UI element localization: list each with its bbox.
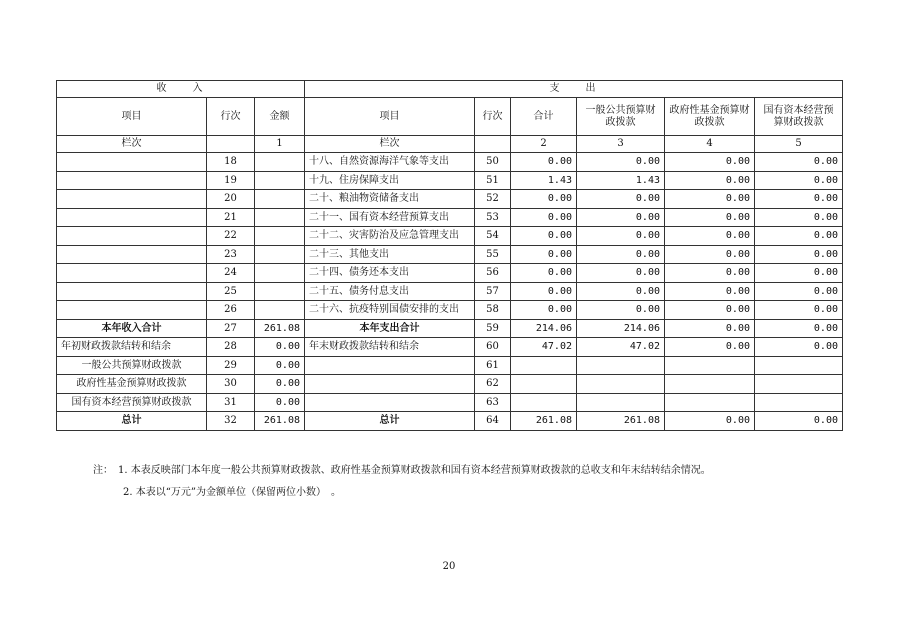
state-capital-cell: 0.00 xyxy=(755,301,843,320)
income-row-no-cell: 26 xyxy=(207,301,255,320)
expense-row-no-cell: 53 xyxy=(475,208,511,227)
general-budget-cell: 0.00 xyxy=(577,190,665,209)
gov-fund-cell xyxy=(665,356,755,375)
income-amount-cell xyxy=(255,190,305,209)
table-row xyxy=(57,301,843,320)
income-row-no-cell: 30 xyxy=(207,375,255,394)
expense-row-no-cell: 52 xyxy=(475,190,511,209)
gov-fund-cell: 0.00 xyxy=(665,208,755,227)
income-row-no-cell: 21 xyxy=(207,208,255,227)
col-index-blank xyxy=(207,136,255,153)
income-amount-cell xyxy=(255,208,305,227)
expense-item-cell: 本年支出合计 xyxy=(305,319,475,338)
general-budget-cell xyxy=(577,375,665,394)
gov-fund-cell: 0.00 xyxy=(665,319,755,338)
expense-row-no-cell: 56 xyxy=(475,264,511,283)
gov-fund-cell: 0.00 xyxy=(665,245,755,264)
total-cell: 0.00 xyxy=(511,190,577,209)
state-capital-cell: 0.00 xyxy=(755,227,843,246)
expense-row-no-cell: 64 xyxy=(475,412,511,431)
gov-fund-cell xyxy=(665,375,755,394)
general-budget-cell: 214.06 xyxy=(577,319,665,338)
notes xyxy=(93,460,711,504)
income-amount-cell xyxy=(255,264,305,283)
col-index-fund: 4 xyxy=(665,136,755,153)
income-item-cell: 国有资本经营预算财政拨款 xyxy=(57,393,207,412)
total-cell: 47.02 xyxy=(511,338,577,357)
expense-item-cell: 二十四、债务还本支出 xyxy=(305,264,475,283)
total-cell xyxy=(511,393,577,412)
state-capital-cell: 0.00 xyxy=(755,412,843,431)
expense-item-cell: 年末财政拨款结转和结余 xyxy=(305,338,475,357)
col-index-blank-2 xyxy=(475,136,511,153)
total-cell: 214.06 xyxy=(511,319,577,338)
income-amount-cell: 0.00 xyxy=(255,356,305,375)
state-capital-cell: 0.00 xyxy=(755,153,843,172)
income-item-cell xyxy=(57,227,207,246)
table-row xyxy=(57,171,843,190)
table-row xyxy=(57,393,843,412)
state-capital-cell: 0.00 xyxy=(755,171,843,190)
expense-item-cell: 十八、自然资源海洋气象等支出 xyxy=(305,153,475,172)
state-capital-cell xyxy=(755,356,843,375)
income-row-no-cell: 25 xyxy=(207,282,255,301)
gov-fund-cell: 0.00 xyxy=(665,171,755,190)
income-amount-cell: 0.00 xyxy=(255,393,305,412)
expense-row-no-cell: 51 xyxy=(475,171,511,190)
expense-item-header: 项目 xyxy=(305,98,475,136)
general-budget-cell: 0.00 xyxy=(577,282,665,301)
income-row-no-cell: 27 xyxy=(207,319,255,338)
expense-row-no-cell: 57 xyxy=(475,282,511,301)
total-cell: 0.00 xyxy=(511,208,577,227)
expense-row-no-header: 行次 xyxy=(475,98,511,136)
table-row xyxy=(57,319,843,338)
expense-row-no-cell: 62 xyxy=(475,375,511,394)
expense-item-cell: 二十六、抗疫特别国债安排的支出 xyxy=(305,301,475,320)
total-cell: 0.00 xyxy=(511,301,577,320)
expense-row-no-cell: 50 xyxy=(475,153,511,172)
table-row xyxy=(57,245,843,264)
table-row xyxy=(57,282,843,301)
state-capital-cell: 0.00 xyxy=(755,208,843,227)
income-amount-cell: 261.08 xyxy=(255,412,305,431)
gov-fund-cell: 0.00 xyxy=(665,412,755,431)
state-capital-cell: 0.00 xyxy=(755,190,843,209)
income-row-no-cell: 29 xyxy=(207,356,255,375)
budget-table xyxy=(56,80,843,431)
table-row xyxy=(57,264,843,283)
col-index-total: 2 xyxy=(511,136,577,153)
total-cell: 1.43 xyxy=(511,171,577,190)
income-row-no-cell: 22 xyxy=(207,227,255,246)
state-capital-cell: 0.00 xyxy=(755,264,843,283)
expense-row-no-cell: 61 xyxy=(475,356,511,375)
income-row-no-header: 行次 xyxy=(207,98,255,136)
expense-item-cell: 总计 xyxy=(305,412,475,431)
table-row xyxy=(57,338,843,357)
total-cell xyxy=(511,375,577,394)
col-index-capital: 5 xyxy=(755,136,843,153)
general-budget-cell: 0.00 xyxy=(577,264,665,283)
state-capital-cell: 0.00 xyxy=(755,282,843,301)
table-row xyxy=(57,153,843,172)
expense-item-cell xyxy=(305,393,475,412)
expense-item-cell: 二十二、灾害防治及应急管理支出 xyxy=(305,227,475,246)
gov-fund-cell: 0.00 xyxy=(665,301,755,320)
table-row xyxy=(57,227,843,246)
gov-fund-cell xyxy=(665,393,755,412)
income-section-title: 收 入 xyxy=(57,81,305,98)
expense-item-cell: 十九、住房保障支出 xyxy=(305,171,475,190)
income-item-cell: 年初财政拨款结转和结余 xyxy=(57,338,207,357)
income-row-no-cell: 20 xyxy=(207,190,255,209)
general-budget-cell: 0.00 xyxy=(577,245,665,264)
income-item-cell xyxy=(57,171,207,190)
income-amount-cell xyxy=(255,282,305,301)
state-capital-header: 国有资本经营预算财政拨款 xyxy=(755,98,843,136)
income-amount-cell xyxy=(255,245,305,264)
expense-item-cell xyxy=(305,375,475,394)
income-item-cell xyxy=(57,153,207,172)
col-index-label: 栏次 xyxy=(57,136,207,153)
col-index-general: 3 xyxy=(577,136,665,153)
expense-row-no-cell: 59 xyxy=(475,319,511,338)
expense-item-cell: 二十五、债务付息支出 xyxy=(305,282,475,301)
income-row-no-cell: 18 xyxy=(207,153,255,172)
expense-row-no-cell: 55 xyxy=(475,245,511,264)
income-amount-cell: 261.08 xyxy=(255,319,305,338)
income-row-no-cell: 31 xyxy=(207,393,255,412)
general-budget-cell: 1.43 xyxy=(577,171,665,190)
gov-fund-cell: 0.00 xyxy=(665,338,755,357)
expense-row-no-cell: 60 xyxy=(475,338,511,357)
page-number: 20 xyxy=(442,561,456,572)
state-capital-cell xyxy=(755,375,843,394)
general-budget-header: 一般公共预算财政拨款 xyxy=(577,98,665,136)
state-capital-cell: 0.00 xyxy=(755,319,843,338)
gov-fund-cell: 0.00 xyxy=(665,264,755,283)
state-capital-cell: 0.00 xyxy=(755,338,843,357)
expense-item-cell: 二十三、其他支出 xyxy=(305,245,475,264)
total-cell: 0.00 xyxy=(511,153,577,172)
table-row xyxy=(57,356,843,375)
gov-fund-cell: 0.00 xyxy=(665,190,755,209)
state-capital-cell xyxy=(755,393,843,412)
income-item-cell: 一般公共预算财政拨款 xyxy=(57,356,207,375)
gov-fund-cell: 0.00 xyxy=(665,227,755,246)
general-budget-cell: 47.02 xyxy=(577,338,665,357)
income-row-no-cell: 28 xyxy=(207,338,255,357)
income-item-cell xyxy=(57,264,207,283)
income-item-header: 项目 xyxy=(57,98,207,136)
general-budget-cell: 0.00 xyxy=(577,153,665,172)
income-amount-cell: 0.00 xyxy=(255,375,305,394)
income-item-cell: 总计 xyxy=(57,412,207,431)
income-item-cell xyxy=(57,301,207,320)
table-row xyxy=(57,208,843,227)
table-row xyxy=(57,190,843,209)
total-cell: 0.00 xyxy=(511,227,577,246)
income-amount-cell: 0.00 xyxy=(255,338,305,357)
total-cell: 0.00 xyxy=(511,245,577,264)
general-budget-cell xyxy=(577,393,665,412)
table-row xyxy=(57,412,843,431)
income-row-no-cell: 23 xyxy=(207,245,255,264)
expense-row-no-cell: 54 xyxy=(475,227,511,246)
income-item-cell: 本年收入合计 xyxy=(57,319,207,338)
income-item-cell xyxy=(57,282,207,301)
state-capital-cell: 0.00 xyxy=(755,245,843,264)
expense-item-cell: 二十、粮油物资储备支出 xyxy=(305,190,475,209)
income-row-no-cell: 19 xyxy=(207,171,255,190)
col-index-expense-label: 栏次 xyxy=(305,136,475,153)
expense-section-title: 支 出 xyxy=(305,81,843,98)
expense-row-no-cell: 58 xyxy=(475,301,511,320)
table-row xyxy=(57,375,843,394)
general-budget-cell: 261.08 xyxy=(577,412,665,431)
expense-row-no-cell: 63 xyxy=(475,393,511,412)
income-row-no-cell: 32 xyxy=(207,412,255,431)
total-header: 合计 xyxy=(511,98,577,136)
income-row-no-cell: 24 xyxy=(207,264,255,283)
col-index-income-amount: 1 xyxy=(255,136,305,153)
income-item-cell xyxy=(57,190,207,209)
income-amount-cell xyxy=(255,301,305,320)
income-item-cell xyxy=(57,245,207,264)
total-cell: 0.00 xyxy=(511,282,577,301)
income-item-cell xyxy=(57,208,207,227)
gov-fund-header: 政府性基金预算财政拨款 xyxy=(665,98,755,136)
income-item-cell: 政府性基金预算财政拨款 xyxy=(57,375,207,394)
income-amount-cell xyxy=(255,227,305,246)
note-line-2: 2. 本表以“万元”为金额单位（保留两位小数） 。 xyxy=(93,487,341,498)
expense-item-cell: 二十一、国有资本经营预算支出 xyxy=(305,208,475,227)
total-cell: 0.00 xyxy=(511,264,577,283)
income-amount-cell xyxy=(255,171,305,190)
expense-item-cell xyxy=(305,356,475,375)
general-budget-cell xyxy=(577,356,665,375)
total-cell xyxy=(511,356,577,375)
income-amount-cell xyxy=(255,153,305,172)
general-budget-cell: 0.00 xyxy=(577,301,665,320)
note-line-1: 注： 1. 本表反映部门本年度一般公共预算财政拨款、政府性基金预算财政拨款和国有资本经营预算财政拨款的总收支和年末结转结余情况。 xyxy=(93,465,711,476)
total-cell: 261.08 xyxy=(511,412,577,431)
income-amount-header: 金额 xyxy=(255,98,305,136)
gov-fund-cell: 0.00 xyxy=(665,282,755,301)
general-budget-cell: 0.00 xyxy=(577,227,665,246)
gov-fund-cell: 0.00 xyxy=(665,153,755,172)
general-budget-cell: 0.00 xyxy=(577,208,665,227)
